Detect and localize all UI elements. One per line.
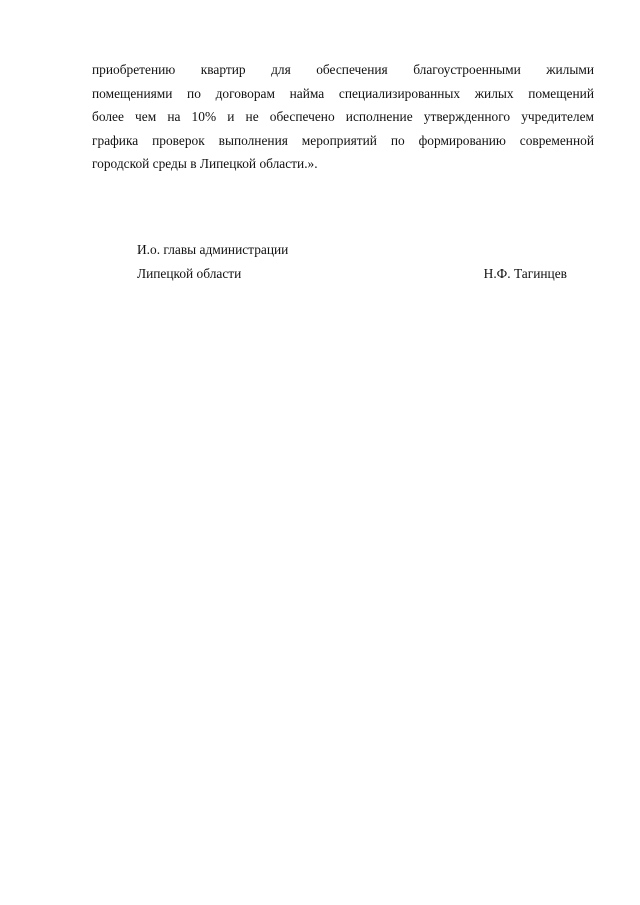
signatory-position-row-2: [137, 262, 567, 286]
body-paragraph: [92, 58, 594, 176]
paragraph-line: приобретению квартир для обеспечения благоустроенными жилыми: [92, 62, 594, 77]
signature-block: [137, 238, 567, 285]
paragraph-line: городской среды в Липецкой области.».: [92, 156, 318, 171]
signatory-name: Н.Ф. Тагинцев: [483, 265, 567, 281]
paragraph-line: помещениями по договорам найма специализированных жилых помещений: [92, 85, 594, 101]
paragraph-line: графика проверок выполнения мероприятий по формированию современной: [92, 132, 594, 148]
signatory-position-line-2: Липецкой области: [137, 265, 242, 281]
signatory-position-row-1: [137, 238, 567, 262]
signatory-position-line-1: И.о. главы администрации: [137, 242, 289, 257]
paragraph-line: более чем на 10% и не обеспечено исполнение утвержденного учредителем: [92, 109, 594, 124]
